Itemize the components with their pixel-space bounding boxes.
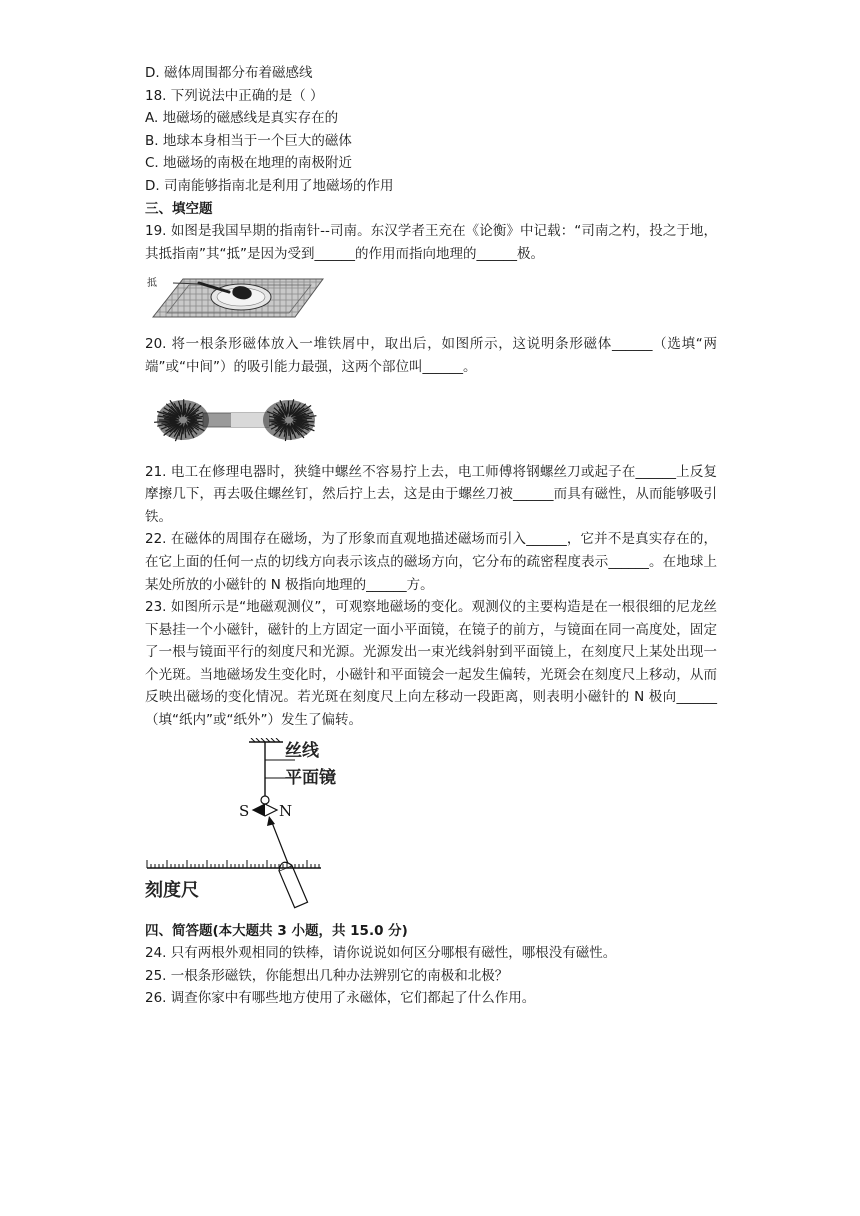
q21-text: 21. 电工在修理电器时，狭缝中螺丝不容易拧上去，电工师傅将钢螺丝刀或起子在______上反复摩擦几下，再去吸住螺丝钉，然后拧上去，这是由于螺丝刀被______而具有磁性，从而能够吸引铁。	[145, 463, 717, 525]
ruler-scale	[147, 860, 321, 868]
needle-n-label: N	[279, 801, 293, 820]
q17-option-d: D. 磁体周围都分布着磁感线	[145, 65, 313, 81]
q18-option-a: A. 地磁场的磁感线是真实存在的	[145, 110, 339, 127]
worksheet-page	[145, 62, 717, 1010]
mirror-label: 平面镜	[285, 767, 336, 788]
q22-text: 22. 在磁体的周围存在磁场，为了形象而直观地描述磁场而引入______，它并不是真实存在的，在它上面的任何一点的切线方向表示该点的磁场方向，它分布的疏密程度表示______。在地球上某处所放的小磁针的 N 极指向地理的______方。	[145, 531, 717, 593]
q18-option-c: C. 地磁场的南极在地理的南极附近	[145, 155, 353, 172]
q26-text: 26. 调查你家中有哪些地方使用了永磁体，它们都起了什么作用。	[145, 990, 536, 1007]
q18-option-b: B. 地球本身相当于一个巨大的磁体	[145, 132, 352, 149]
bar-magnet-filings-figure	[145, 391, 325, 449]
ruler-label: 刻度尺	[145, 879, 199, 901]
q20-text: 20. 将一根条形磁体放入一堆铁屑中，取出后，如图所示，这说明条形磁体______（选填“两端”或“中间”）的吸引能力最强，这两个部位叫______。	[145, 336, 717, 375]
q18-option-d: D. 司南能够指南北是利用了地磁场的作用	[145, 177, 394, 194]
q25-text: 25. 一根条形磁铁，你能想出几种办法辨别它的南极和北极？	[145, 967, 509, 984]
geomagnetic-meter-figure	[145, 738, 355, 912]
q24-text: 24. 只有两根外观相同的铁棒，请你说说如何区分哪根有磁性，哪根没有磁性。	[145, 945, 617, 962]
q18-stem: 18. 下列说法中正确的是（ ）	[145, 87, 324, 104]
mirror-pivot	[261, 796, 269, 804]
sinan-label: 抵	[147, 278, 157, 290]
thread-label: 丝线	[285, 740, 319, 761]
sinan-compass-figure	[145, 273, 325, 325]
section-4-title: 四、简答题(本大题共 3 小题，共 15.0 分)	[145, 922, 408, 939]
section-3-title: 三、填空题	[145, 200, 213, 217]
light-ray	[271, 820, 289, 866]
q19-text: 19. 如图是我国早期的指南针--司南。东汉学者王充在《论衡》中记载：“司南之杓，投之于地，其抵指南”其“抵”是因为受到______的作用而指向地理的______极。	[145, 223, 717, 262]
needle-s-label: S	[239, 801, 250, 820]
q23-text: 23. 如图所示是“地磁观测仪”，可观察地磁场的变化。观测仪的主要构造是在一根很细的尼龙丝下悬挂一个小磁针，磁针的上方固定一面小平面镜，在镜子的前方，与镜面在同一高度处，固定了一根与镜面平行的刻度尺和光源。光源发出一束光线斜射到平面镜上，在刻度尺上某处出现一个光斑。当地磁场发生变化时，小磁针和平面镜会一起发生偏转，光斑会在刻度尺上移动，从而反映出磁场的变化情况。若光斑在刻度尺上向左移动一段距离，则表明小磁针的 N 极向______（填“纸内”或“纸外”）发生了偏转。	[145, 599, 717, 729]
